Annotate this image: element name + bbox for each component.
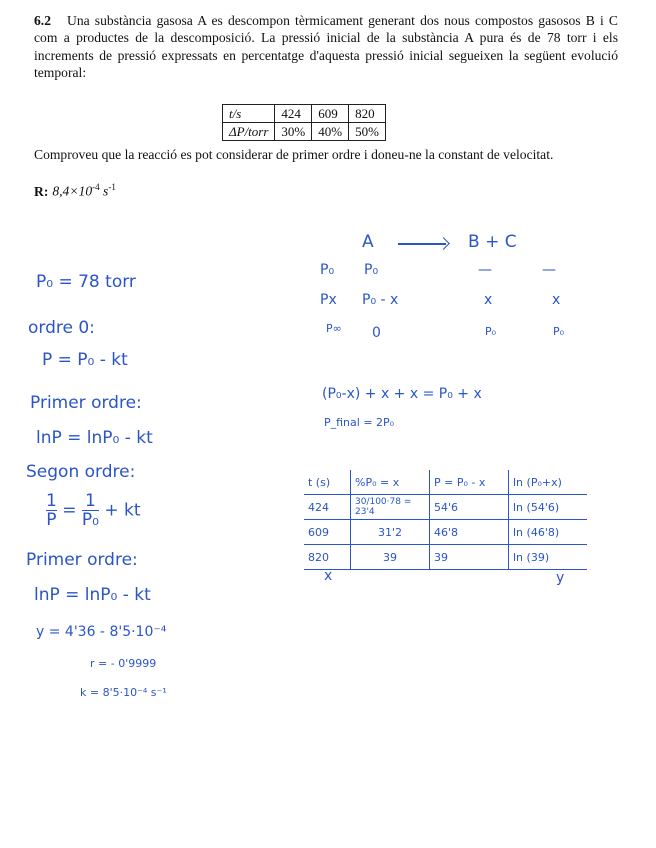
answer bbox=[34, 182, 116, 200]
table-header-t: t/s bbox=[223, 105, 275, 123]
equals-sign: = bbox=[62, 500, 77, 521]
fraction-numerator: 1 bbox=[85, 491, 96, 511]
problem-text: Una substància gasosa A es descompon tèrmicament generant dos nous compostos gasosos B i C com a productes de la descomposició. La pressió inicial de la substància A pura és de 78 torr i els increments de pressió expressats en percentatge d'aquesta pressió inicial segueixen la següent evolució temporal: bbox=[34, 13, 618, 80]
row-pinf-b: P₀ bbox=[485, 325, 497, 338]
table-cell: ln (54'6) bbox=[509, 495, 588, 520]
fraction-denominator: P bbox=[46, 510, 57, 530]
note-fit-equation: y = 4'36 - 8'5·10⁻⁴ bbox=[36, 624, 167, 640]
note-order1-title: Primer ordre: bbox=[30, 393, 142, 413]
handwritten-table bbox=[304, 470, 587, 570]
question-text: Comproveu que la reacció es pot considerar de primer ordre i doneu-ne la constant de velocitat. bbox=[34, 147, 554, 162]
fraction-numerator: 1 bbox=[46, 491, 57, 511]
table-row bbox=[223, 105, 386, 123]
note-initial-pressure: P₀ = 78 torr bbox=[36, 272, 136, 292]
table-cell: ln (46'8) bbox=[509, 520, 588, 545]
problem-number: 6.2 bbox=[34, 13, 51, 28]
column-y-label: y bbox=[556, 570, 565, 586]
row-p0-b: — bbox=[478, 262, 492, 278]
answer-value: 8,4×10 bbox=[52, 183, 93, 199]
table-header-p: ΔP/torr bbox=[223, 123, 275, 141]
table-header: ln (P₀+x) bbox=[509, 470, 588, 495]
table-header: P = P₀ - x bbox=[430, 470, 509, 495]
table-row bbox=[304, 520, 587, 545]
table-row bbox=[304, 470, 587, 495]
table-cell: 40% bbox=[312, 123, 349, 141]
row-px-b: x bbox=[484, 292, 493, 308]
row-p0-a: P₀ bbox=[364, 262, 379, 278]
table-cell: 31'2 bbox=[351, 520, 430, 545]
row-p0-c: — bbox=[542, 262, 556, 278]
table-header: t (s) bbox=[304, 470, 351, 495]
table-cell: 820 bbox=[304, 545, 351, 570]
note-order1-equation: lnP = lnP₀ - kt bbox=[36, 428, 153, 448]
reaction-arrow-icon bbox=[398, 243, 446, 245]
table-cell: 39 bbox=[430, 545, 509, 570]
reaction-reactant: A bbox=[362, 232, 374, 252]
fraction-denominator: P₀ bbox=[81, 510, 99, 530]
row-pinf-c: P₀ bbox=[553, 325, 565, 338]
note-order0-title: ordre 0: bbox=[28, 318, 95, 338]
row-label-px: Px bbox=[320, 292, 337, 308]
row-label-p0: P₀ bbox=[320, 262, 335, 278]
table-cell: 46'8 bbox=[430, 520, 509, 545]
answer-exponent: -4 bbox=[92, 182, 100, 192]
table-cell: 30/100·78 = 23'4 bbox=[351, 495, 430, 520]
fraction-right bbox=[82, 492, 99, 529]
fraction-left bbox=[46, 492, 57, 529]
answer-label: R: bbox=[34, 183, 49, 199]
equation-tail: + kt bbox=[104, 500, 141, 521]
table-cell: 424 bbox=[275, 105, 312, 123]
row-label-pinf: P∞ bbox=[326, 322, 342, 335]
row-px-c: x bbox=[552, 292, 561, 308]
note-correlation: r = - 0'9999 bbox=[90, 657, 157, 670]
table-header: %P₀ = x bbox=[351, 470, 430, 495]
table-cell: 424 bbox=[304, 495, 351, 520]
final-pressure-equation: P_final = 2P₀ bbox=[324, 416, 395, 429]
table-cell: 50% bbox=[349, 123, 386, 141]
data-table bbox=[222, 104, 386, 141]
pressure-sum-equation: (P₀-x) + x + x = P₀ + x bbox=[322, 386, 482, 402]
table-cell: 54'6 bbox=[430, 495, 509, 520]
table-cell: 30% bbox=[275, 123, 312, 141]
table-cell: 609 bbox=[312, 105, 349, 123]
note-order1b-title: Primer ordre: bbox=[26, 550, 138, 570]
column-x-label: x bbox=[324, 568, 333, 584]
table-row bbox=[304, 545, 587, 570]
answer-unit-exponent: -1 bbox=[108, 182, 116, 192]
note-order0-equation: P = P₀ - kt bbox=[42, 350, 128, 370]
table-cell: ln (39) bbox=[509, 545, 588, 570]
reaction-products: B + C bbox=[468, 232, 517, 252]
answer-unit: s bbox=[103, 183, 109, 199]
note-rate-constant: k = 8'5·10⁻⁴ s⁻¹ bbox=[80, 686, 167, 699]
row-pinf-a: 0 bbox=[372, 325, 381, 341]
note-order2-equation bbox=[46, 492, 141, 529]
note-order1b-equation: lnP = lnP₀ - kt bbox=[34, 585, 151, 605]
table-row bbox=[223, 123, 386, 141]
table-row bbox=[304, 495, 587, 520]
row-px-a: P₀ - x bbox=[362, 292, 399, 308]
table-cell: 609 bbox=[304, 520, 351, 545]
table-cell: 39 bbox=[351, 545, 430, 570]
table-cell: 820 bbox=[349, 105, 386, 123]
problem-statement bbox=[34, 12, 618, 81]
note-order2-title: Segon ordre: bbox=[26, 462, 136, 482]
